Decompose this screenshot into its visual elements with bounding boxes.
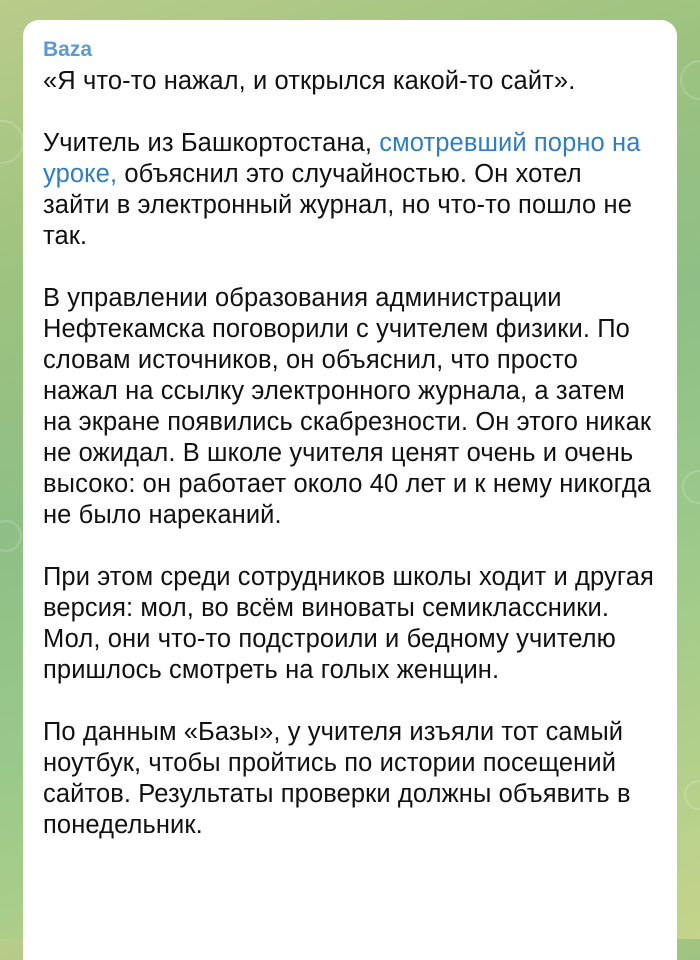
message-sender-name[interactable]: Baza: [43, 38, 93, 61]
wallpaper-doodle: [684, 780, 700, 810]
message-paragraph-5: По данным «Базы», у учителя изъяли тот самый ноутбук, чтобы пройтись по истории посещений сайтов. Результаты проверки должны объявить в понедельник.: [43, 718, 631, 839]
wallpaper-doodle: [0, 520, 22, 552]
wallpaper-doodle: [680, 60, 700, 100]
paragraph-text-after-link: объяснил это случайностью. Он хотел зайти в электронный журнал, но что-то пошло не так.: [43, 160, 632, 250]
paragraph-text-before-link: Учитель из Башкортостана,: [43, 129, 380, 157]
message-paragraph-1: «Я что-то нажал, и открылся какой-то сайт».: [43, 67, 576, 95]
wallpaper-doodle: [0, 120, 24, 164]
message-bubble[interactable]: [23, 20, 677, 960]
wallpaper-doodle: [682, 470, 700, 504]
message-paragraph-3: В управлении образования администрации Нефтекамска поговорили с учителем физики. По словам источников, он объяснил, что просто нажал на ссылку электронного журнала, а затем на экране появились скабрезности. Он этого никак не ожидал. В школе учителя ценят очень и очень высоко: он работает около 40 лет и к нему никогда не было нареканий.: [43, 284, 652, 529]
message-paragraph-2: [43, 128, 655, 252]
message-text: [43, 66, 655, 841]
message-paragraph-4: При этом среди сотрудников школы ходит и другая версия: мол, во всём виноваты семиклассники. Мол, они что-то подстроили и бедному учителю пришлось смотреть на голых женщин.: [43, 563, 654, 684]
article-link[interactable]: смотревший порно на уроке,: [43, 129, 641, 188]
